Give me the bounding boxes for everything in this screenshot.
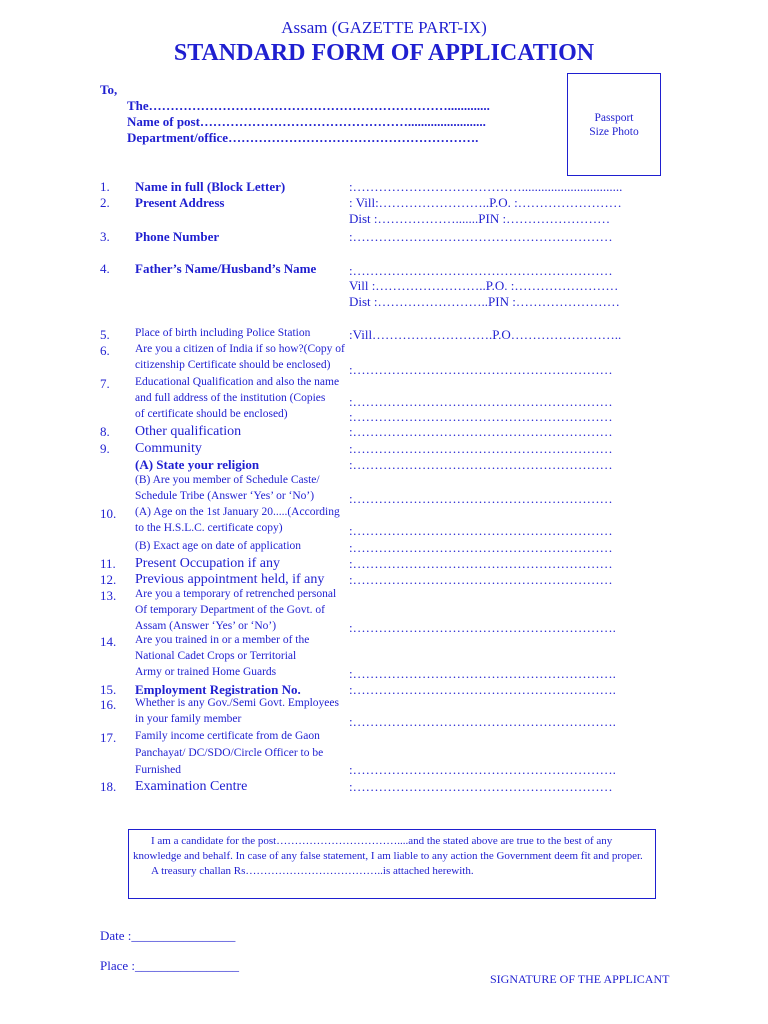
item-answer-field[interactable]: :……………………………………………………: [349, 424, 613, 439]
declaration-box: [128, 829, 656, 899]
item-label: of certificate should be enclosed): [135, 408, 288, 420]
item-answer-field[interactable]: :……………………………………………………: [349, 491, 613, 506]
gazette-heading: Assam (GAZETTE PART-IX): [281, 18, 487, 37]
item-answer-field[interactable]: :……………………………………………………: [349, 779, 613, 794]
item-answer-field[interactable]: :…………………………………………………….: [349, 714, 616, 729]
item-number: 14.: [100, 634, 117, 649]
item-number: 2.: [100, 195, 110, 210]
item-label: National Cadet Crops or Territorial: [135, 650, 297, 662]
photo-label-2: Size Photo: [589, 125, 639, 138]
item-answer-field[interactable]: :……………………………………………………: [349, 540, 613, 555]
item-label: Of temporary Department of the Govt. of: [135, 604, 326, 616]
date-field[interactable]: Date :________________: [100, 928, 236, 943]
the-line: The…………………………………………………………….............: [127, 98, 490, 113]
item-answer-field[interactable]: :…………………………………...............................: [349, 179, 623, 194]
declaration-line-3: A treasury challan Rs………………………………..is attached herewith.: [151, 865, 474, 877]
item-label: Phone Number: [135, 229, 220, 244]
item-number: 4.: [100, 261, 110, 276]
item-label: (A) Age on the 1st January 20.....(According: [135, 506, 340, 518]
item-label: citizenship Certificate should be enclosed): [135, 359, 331, 371]
item-number: 13.: [100, 588, 117, 603]
item-number: 6.: [100, 343, 110, 358]
item-label: (B) Exact age on date of application: [135, 540, 302, 552]
item-number: 8.: [100, 424, 110, 439]
item-label: Educational Qualification and also the name: [135, 376, 340, 388]
item-number: 7.: [100, 376, 110, 391]
item-label: Panchayat/ DC/SDO/Circle Officer to be: [135, 747, 324, 759]
item-label: Are you a temporary of retrenched personal: [135, 588, 337, 600]
item-answer-field[interactable]: Vill :……………………..P.O. :……………………: [349, 278, 619, 293]
item-number: 3.: [100, 229, 110, 244]
item-answer-field[interactable]: : Vill:……………………..P.O. :……………………: [349, 195, 622, 210]
item-answer-field[interactable]: :…………………………………………………….: [349, 682, 616, 697]
place-field[interactable]: Place :________________: [100, 958, 240, 973]
item-label: Family income certificate from de Gaon: [135, 730, 320, 742]
item-label: Furnished: [135, 764, 181, 776]
form-title: STANDARD FORM OF APPLICATION: [173, 40, 595, 66]
item-label: Previous appointment held, if any: [135, 572, 325, 587]
item-number: 12.: [100, 572, 117, 587]
declaration-line-2: knowledge and behalf. In case of any false statement, I am liable to any action the Government deem fit and proper.: [133, 850, 643, 862]
item-answer-field[interactable]: :……………………………………………………: [349, 457, 613, 472]
item-label: Present Occupation if any: [135, 556, 281, 571]
item-label: Father’s Name/Husband’s Name: [135, 261, 317, 276]
item-label: Assam (Answer ‘Yes’ or ‘No’): [135, 620, 277, 632]
item-answer-field[interactable]: :……………………………………………………: [349, 362, 613, 377]
item-answer-field[interactable]: Dist :……………….......PIN :……………………: [349, 211, 611, 226]
item-number: 17.: [100, 730, 117, 745]
item-answer-field[interactable]: :……………………………………………………: [349, 556, 613, 571]
item-number: 11.: [100, 556, 116, 571]
item-label: (A) State your religion: [135, 457, 260, 472]
item-label: Examination Centre: [135, 779, 248, 794]
item-label: Are you a citizen of India if so how?(Copy of: [135, 343, 345, 355]
item-label: to the H.S.L.C. certificate copy): [135, 522, 283, 534]
passport-photo-box: [567, 73, 661, 176]
item-number: 15.: [100, 682, 117, 697]
item-number: 1.: [100, 179, 110, 194]
item-answer-field[interactable]: :……………………………………………………: [349, 409, 613, 424]
item-label: Name in full (Block Letter): [135, 179, 286, 194]
item-label: and full address of the institution (Copies: [135, 392, 326, 404]
item-answer-field[interactable]: :…………………………………………………….: [349, 762, 616, 777]
item-label: Present Address: [135, 195, 225, 210]
item-answer-field[interactable]: :……………………………………………………: [349, 523, 613, 538]
item-answer-field[interactable]: :…………………………………………………….: [349, 620, 616, 635]
item-label: Community: [135, 441, 202, 456]
item-label: (B) Are you member of Schedule Caste/: [135, 474, 320, 486]
item-label: Other qualification: [135, 424, 242, 439]
signature-label: SIGNATURE OF THE APPLICANT: [490, 972, 670, 986]
declaration-line-1: I am a candidate for the post……………………………....and the stated above are true to the best of any: [151, 835, 613, 847]
item-number: 5.: [100, 327, 110, 342]
item-answer-field[interactable]: :Vill……………………….P.O……………………..: [349, 327, 622, 342]
item-answer-field[interactable]: :…………………………………………………….: [349, 666, 616, 681]
item-number: 10.: [100, 506, 117, 521]
item-label: Place of birth including Police Station: [135, 327, 311, 339]
item-label: Whether is any Gov./Semi Govt. Employees: [135, 697, 339, 709]
item-answer-field[interactable]: :……………………………………………………: [349, 441, 613, 456]
name-of-post-line: Name of post…………………………………………........................: [127, 114, 486, 129]
item-answer-field[interactable]: :……………………………………………………: [349, 394, 613, 409]
item-answer-field[interactable]: :……………………………………………………: [349, 572, 613, 587]
item-label: Are you trained in or a member of the: [135, 634, 310, 646]
item-label: Schedule Tribe (Answer ‘Yes’ or ‘No’): [135, 490, 315, 502]
department-line: Department/office………………………………………………….: [127, 130, 479, 145]
item-number: 16.: [100, 697, 117, 712]
item-label: in your family member: [135, 713, 242, 725]
item-answer-field[interactable]: Dist :……………………..PIN :……………………: [349, 294, 620, 309]
item-label: Employment Registration No.: [135, 682, 301, 697]
item-number: 9.: [100, 441, 110, 456]
item-label: Army or trained Home Guards: [135, 666, 277, 678]
item-answer-field[interactable]: :……………………………………………………: [349, 263, 613, 278]
to-label: To,: [100, 82, 118, 97]
photo-label-1: Passport: [594, 111, 634, 124]
item-answer-field[interactable]: :……………………………………………………: [349, 229, 613, 244]
item-number: 18.: [100, 779, 117, 794]
